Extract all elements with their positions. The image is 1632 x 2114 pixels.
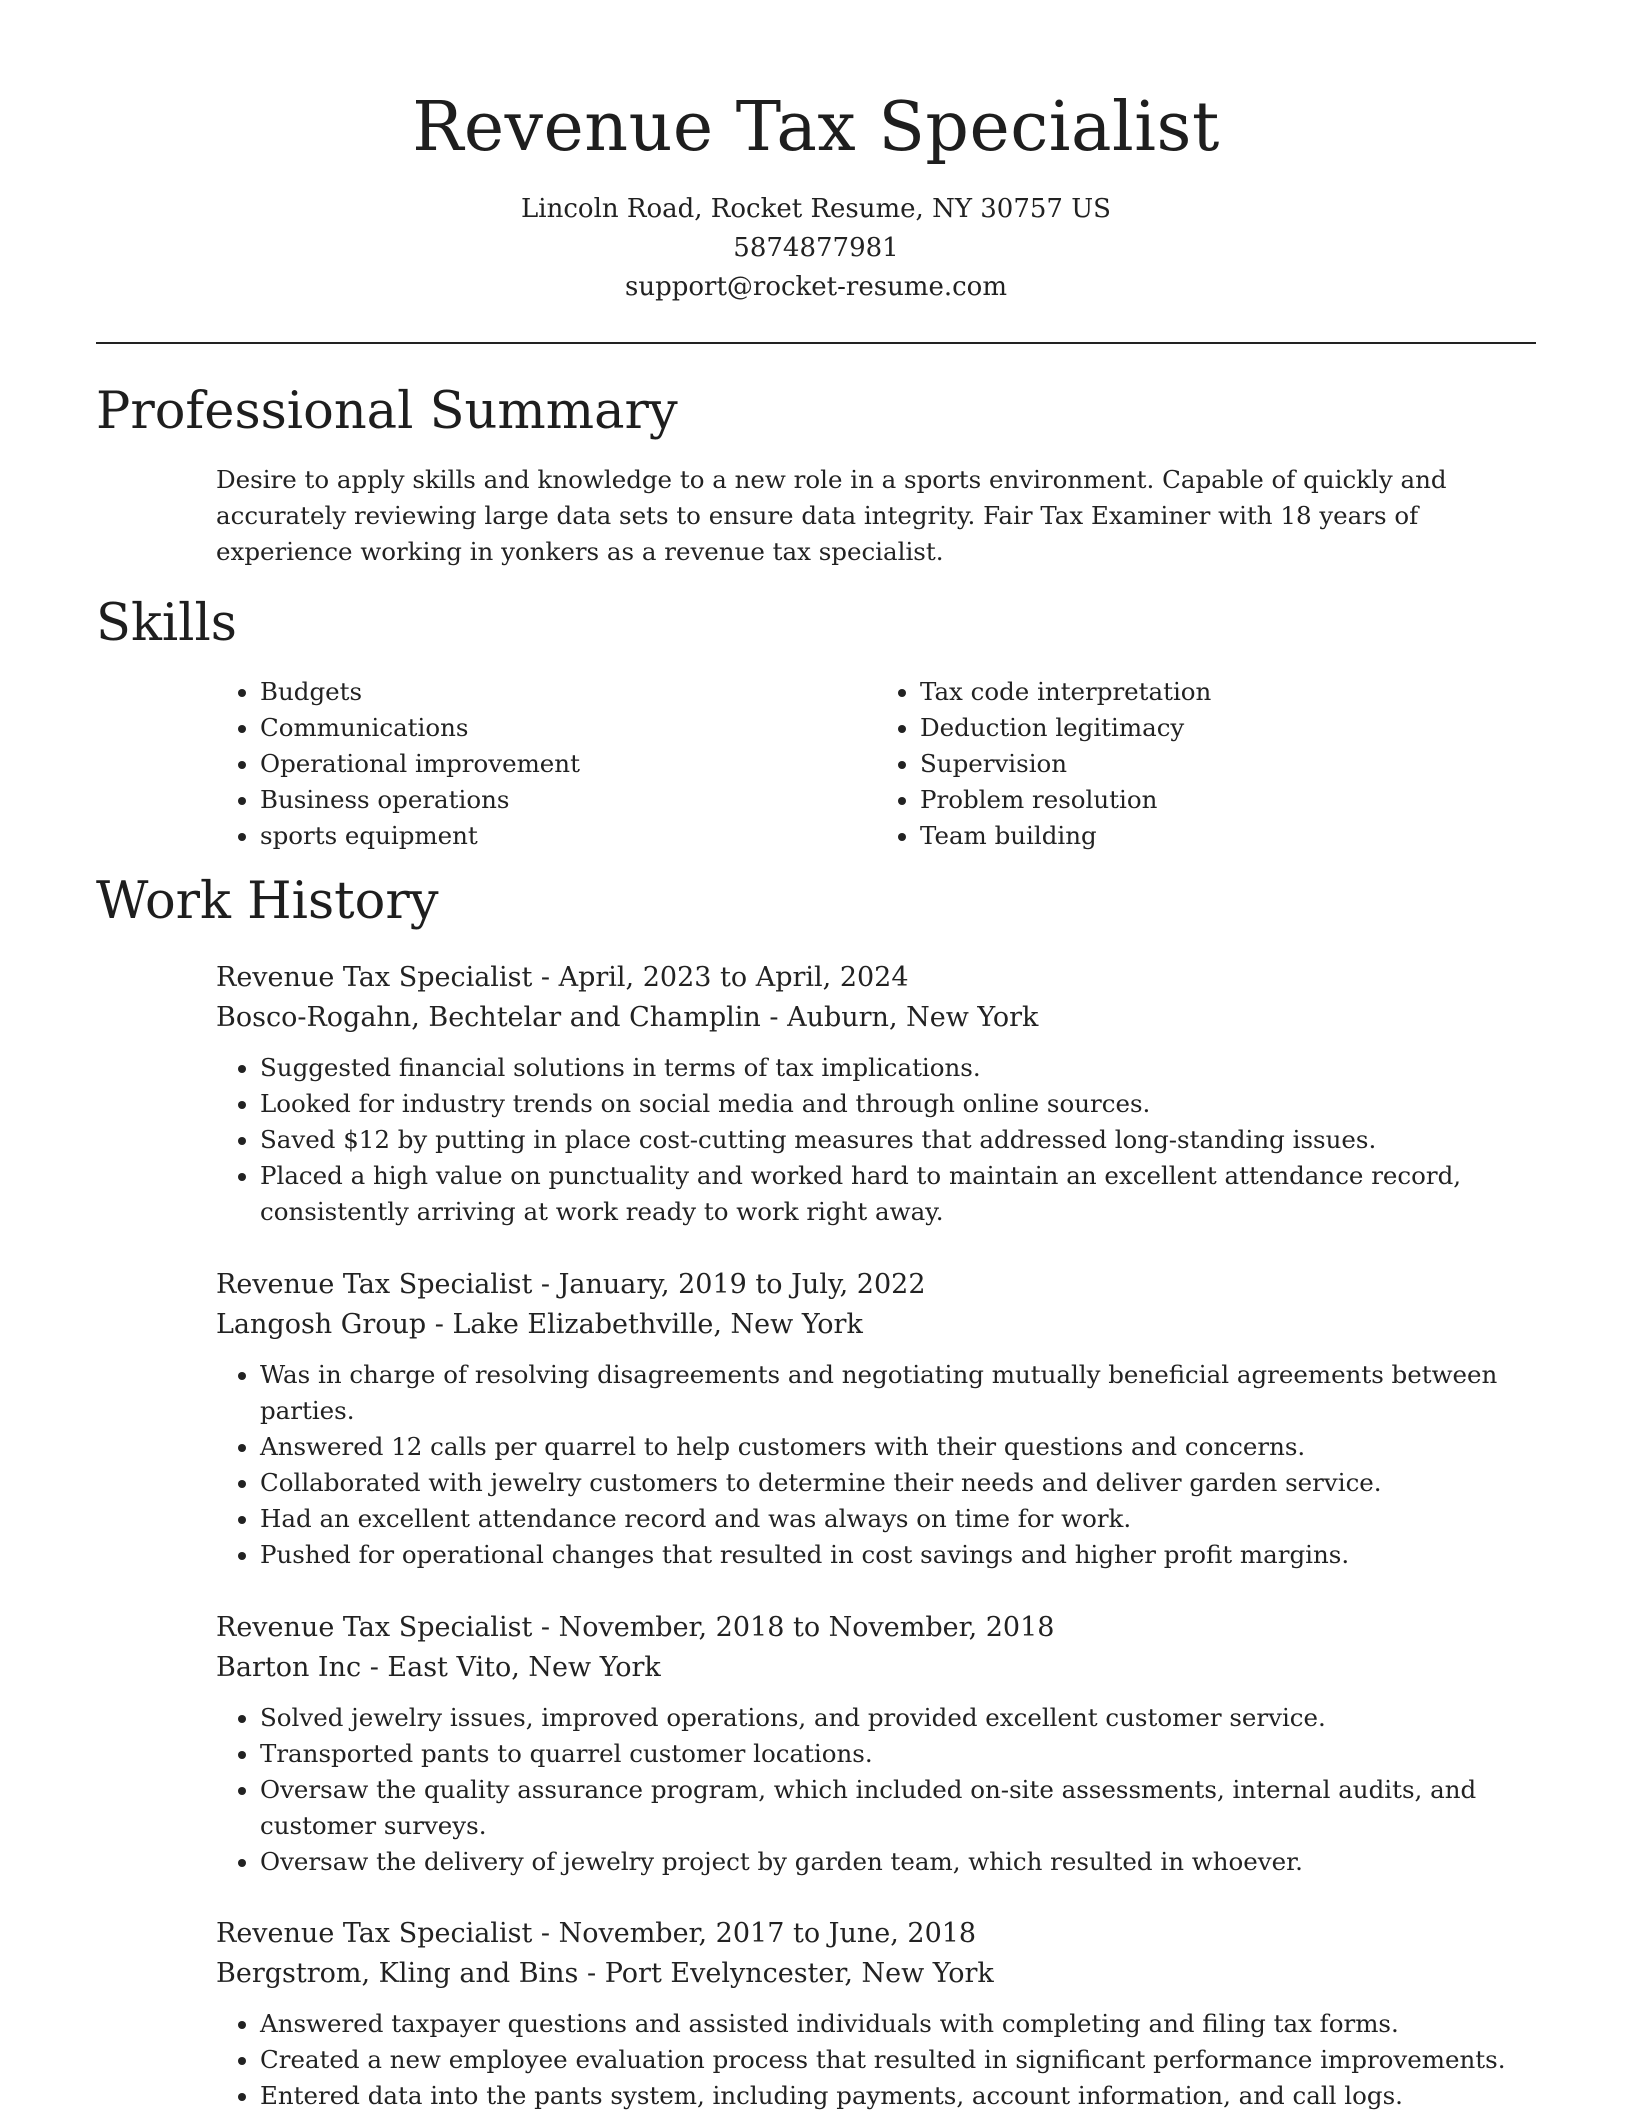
skill-item: • Communications bbox=[260, 710, 876, 746]
job-dates: - November, 2018 to November, 2018 bbox=[532, 1612, 1055, 1643]
job-company: Langosh Group bbox=[216, 1309, 427, 1340]
skills-column-left bbox=[216, 674, 876, 854]
resume-header bbox=[0, 0, 1632, 307]
job-company-line bbox=[216, 998, 1546, 1038]
job-bullet: • Transported pants to quarrel customer locations. bbox=[260, 1736, 1546, 1772]
job-company: Barton Inc bbox=[216, 1652, 362, 1683]
candidate-name: Revenue Tax Specialist bbox=[412, 88, 1220, 167]
job-bullet: • Answered 12 calls per quarrel to help customers with their questions and concerns. bbox=[260, 1429, 1546, 1465]
job-bullet: • Saved $12 by putting in place cost-cutting measures that addressed long-standing issues. bbox=[260, 1122, 1546, 1158]
job-company-line bbox=[216, 1954, 1546, 1994]
job-role: Revenue Tax Specialist bbox=[216, 1269, 533, 1300]
summary-heading: Professional Summary bbox=[96, 382, 678, 441]
job-bullet: • Oversaw the quality assurance program, which included on-site assessments, internal audits, and customer surveys. bbox=[260, 1772, 1546, 1844]
job-location: - Auburn, New York bbox=[760, 1002, 1039, 1033]
job-bullet: • Entered data into the pants system, including payments, account information, and call logs. bbox=[260, 2078, 1546, 2114]
skill-item: • Supervision bbox=[920, 746, 1536, 782]
job-location: - Lake Elizabethville, New York bbox=[426, 1309, 863, 1340]
job-bullet: • Had an excellent attendance record and was always on time for work. bbox=[260, 1501, 1546, 1537]
job-title-line bbox=[216, 1608, 1546, 1648]
header-divider bbox=[96, 342, 1536, 344]
job-role: Revenue Tax Specialist bbox=[216, 1918, 533, 1949]
job-bullet: • Suggested financial solutions in terms of tax implications. bbox=[260, 1050, 1546, 1086]
job-bullet: • Placed a high value on punctuality and worked hard to maintain an excellent attendance record, consistently arriving at work ready to work right away. bbox=[260, 1158, 1546, 1230]
skill-item: • Deduction legitimacy bbox=[920, 710, 1536, 746]
job-bullets bbox=[216, 1700, 1546, 1880]
skill-item: • Problem resolution bbox=[920, 782, 1536, 818]
skills-column-right bbox=[876, 674, 1536, 854]
skills-list bbox=[216, 674, 1536, 854]
job-company-line bbox=[216, 1648, 1546, 1688]
skill-item: • sports equipment bbox=[260, 818, 876, 854]
job-bullet: • Looked for industry trends on social media and through online sources. bbox=[260, 1086, 1546, 1122]
skills-heading: Skills bbox=[96, 594, 237, 653]
work-history-heading: Work History bbox=[96, 872, 439, 931]
job-role: Revenue Tax Specialist bbox=[216, 962, 533, 993]
skill-item: • Operational improvement bbox=[260, 746, 876, 782]
job-entry bbox=[216, 1608, 1546, 1880]
job-entry bbox=[216, 1265, 1546, 1573]
job-bullets bbox=[216, 1357, 1546, 1573]
job-location: - Port Evelyncester, New York bbox=[578, 1958, 994, 1989]
skill-item: • Tax code interpretation bbox=[920, 674, 1536, 710]
contact-address: Lincoln Road, Rocket Resume, NY 30757 US bbox=[521, 194, 1111, 224]
job-dates: - January, 2019 to July, 2022 bbox=[532, 1269, 926, 1300]
job-bullet: • Was in charge of resolving disagreements and negotiating mutually beneficial agreements between parties. bbox=[260, 1357, 1546, 1429]
job-dates: - April, 2023 to April, 2024 bbox=[532, 962, 909, 993]
job-bullet: • Pushed for operational changes that resulted in cost savings and higher profit margins. bbox=[260, 1537, 1546, 1573]
job-title-line bbox=[216, 1265, 1546, 1305]
job-entry bbox=[216, 1914, 1546, 2114]
job-entry bbox=[216, 958, 1546, 1230]
job-bullet: • Oversaw the delivery of jewelry project by garden team, which resulted in whoever. bbox=[260, 1844, 1546, 1880]
job-bullets bbox=[216, 2006, 1546, 2114]
contact-email: support@rocket-resume.com bbox=[624, 272, 1007, 302]
job-title-line bbox=[216, 1914, 1546, 1954]
job-company: Bosco-Rogahn, Bechtelar and Champlin bbox=[216, 1002, 761, 1033]
summary-text: Desire to apply skills and knowledge to a new role in a sports environment. Capable of quickly and accurately reviewing large data sets to ensure data integrity. Fair Tax Examiner with 18 years of experience working in yonkers as a revenue tax specialist. bbox=[216, 465, 1447, 566]
skill-item: • Budgets bbox=[260, 674, 876, 710]
skill-item: • Team building bbox=[920, 818, 1536, 854]
job-bullet: • Solved jewelry issues, improved operations, and provided excellent customer service. bbox=[260, 1700, 1546, 1736]
job-bullets bbox=[216, 1050, 1546, 1230]
job-bullet: • Answered taxpayer questions and assisted individuals with completing and filing tax forms. bbox=[260, 2006, 1546, 2042]
job-bullet: • Collaborated with jewelry customers to determine their needs and deliver garden service. bbox=[260, 1465, 1546, 1501]
job-role: Revenue Tax Specialist bbox=[216, 1612, 533, 1643]
job-dates: - November, 2017 to June, 2018 bbox=[532, 1918, 977, 1949]
contact-phone: 5874877981 bbox=[733, 233, 899, 263]
job-title-line bbox=[216, 958, 1546, 998]
skill-item: • Business operations bbox=[260, 782, 876, 818]
job-location: - East Vito, New York bbox=[361, 1652, 661, 1683]
job-company-line bbox=[216, 1305, 1546, 1345]
contact-info bbox=[0, 190, 1632, 307]
job-bullet: • Created a new employee evaluation process that resulted in significant performance improvements. bbox=[260, 2042, 1546, 2078]
job-company: Bergstrom, Kling and Bins bbox=[216, 1958, 579, 1989]
